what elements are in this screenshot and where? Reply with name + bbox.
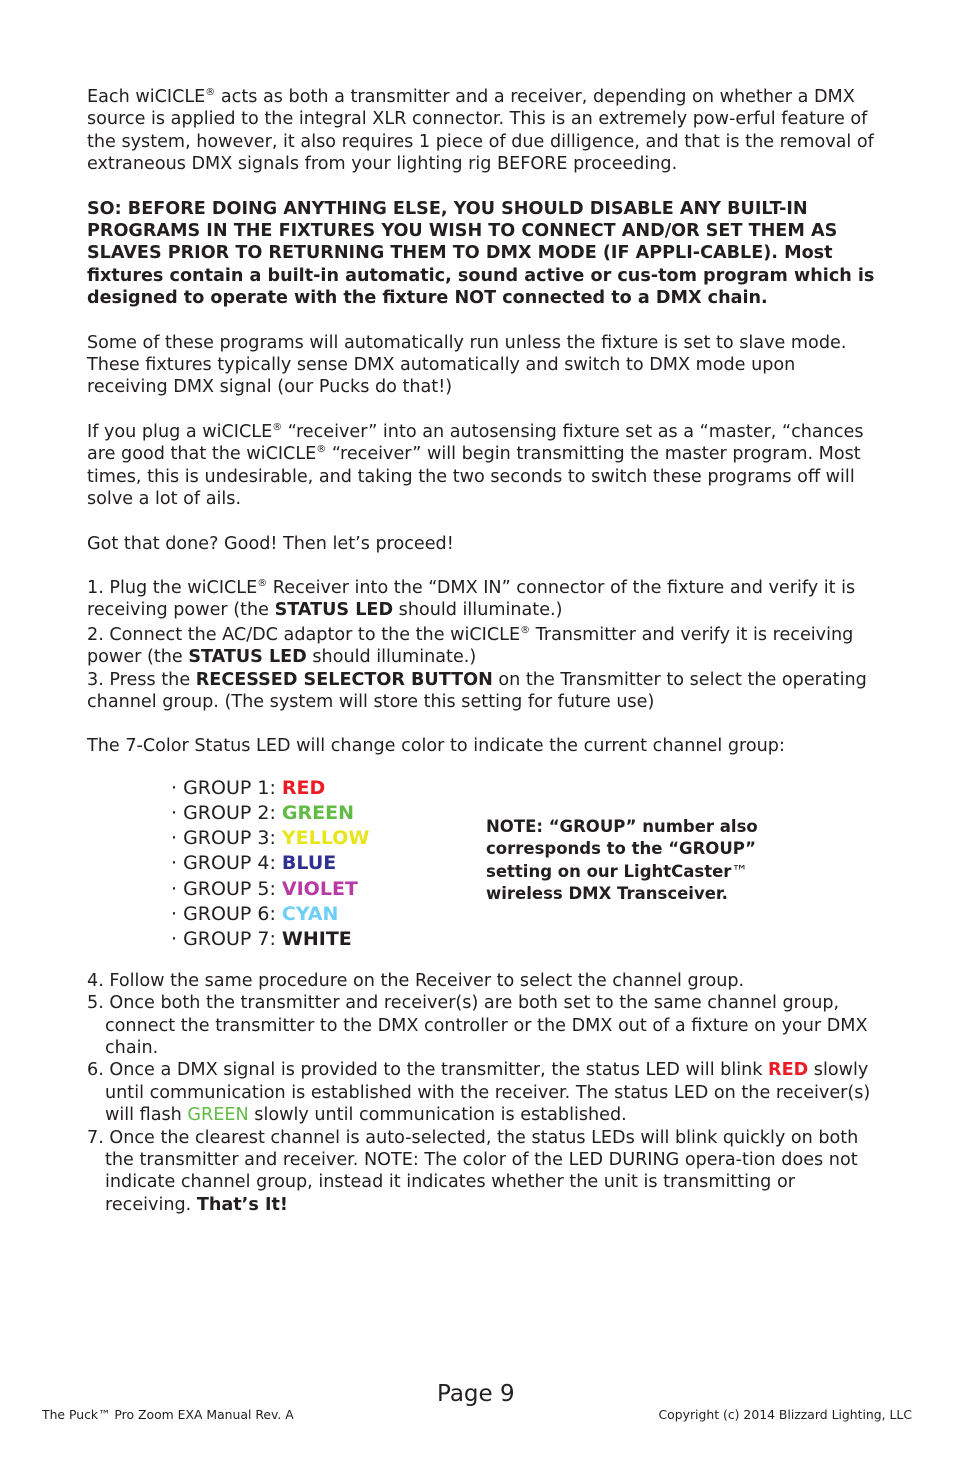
status-led-label: STATUS LED <box>274 600 394 621</box>
group-item: · GROUP 1: RED <box>171 776 326 799</box>
intro-paragraph: Each wiCICLE® acts as both a transmitter and a receiver, depending on whether a DMX source is applied to the integral XLR connector. This is an extremely pow-erful feature of the system, however, it also requires 1 piece of due dilligence, and that is the removal of extraneous DMX signals from your lighting rig BEFORE proceeding. <box>87 87 874 175</box>
steps-list <box>87 970 877 1216</box>
registered-mark: ® <box>272 422 283 434</box>
footer-copyright: Copyright (c) 2014 Blizzard Lighting, LLC <box>658 1407 912 1422</box>
group-item: · GROUP 5: VIOLET <box>171 877 358 900</box>
status-led-label: STATUS LED <box>188 647 307 668</box>
recessed-selector-button-label: RECESSED SELECTOR BUTTON <box>195 669 493 690</box>
plug-paragraph: If you plug a wiCICLE® “receiver” into an autosensing fixture set as a “master, “chances are good that the wiCICLE® “receiver” will begin transmitting the master program. Most times, this is undesirable, and taking the two seconds to switch these programs off will solve a lot of ails. <box>87 421 864 510</box>
group-section <box>87 776 877 954</box>
manual-page-body <box>87 86 877 1216</box>
registered-mark: ® <box>520 624 531 636</box>
step-6: 6. Once a DMX signal is provided to the transmitter, the status LED will blink RED slowly until communication is established with the receiver. The status LED on the receiver(s) will flash GREEN slowly until communication is established. <box>87 1060 871 1126</box>
green-label: GREEN <box>187 1105 249 1126</box>
group-note: NOTE: “GROUP” number also corresponds to the “GROUP” setting on our LightCaster™ wireless DMX Transceiver. <box>486 816 758 903</box>
page-number: Page 9 <box>437 1381 515 1407</box>
registered-mark: ® <box>316 444 327 456</box>
proceed-paragraph: Got that done? Good! Then let’s proceed! <box>87 533 454 554</box>
red-label: RED <box>768 1060 809 1081</box>
step-2: 2. Connect the AC/DC adaptor to the the wiCICLE® Transmitter and verify it is receiving power (the STATUS LED should illuminate.) <box>87 624 854 668</box>
registered-mark: ® <box>205 87 216 99</box>
warning-paragraph: SO: BEFORE DOING ANYTHING ELSE, YOU SHOULD DISABLE ANY BUILT-IN PROGRAMS IN THE FIXTURES YOU WISH TO CONNECT AND/OR SET THEM AS SLAVES PRIOR TO RETURNING THEM TO DMX MODE (IF APPLI-CABLE). Most fixtures contain a built-in automatic, sound active or cus-tom program which is designed to operate with the fixture NOT connected to a DMX chain. <box>87 198 875 309</box>
footer-manual-title: The Puck™ Pro Zoom EXA Manual Rev. A <box>42 1407 294 1422</box>
trademark-mark: ™ <box>731 861 748 881</box>
step-1: 1. Plug the wiCICLE® Receiver into the “DMX IN” connector of the fixture and verify it is receiving power (the STATUS LED should illuminate.) <box>87 577 856 621</box>
registered-mark: ® <box>257 578 268 590</box>
programs-paragraph: Some of these programs will automatically run unless the fixture is set to slave mode. These fixtures typically sense DMX automatically and switch to DMX mode upon receiving DMX signal (our Pucks do that!) <box>87 332 847 398</box>
group-color-value: CYAN <box>281 902 339 925</box>
group-color-value: BLUE <box>281 852 337 875</box>
step-7: 7. Once the clearest channel is auto-selected, the status LEDs will blink quickly on both the transmitter and receiver. NOTE: The color of the LED DURING opera-tion does not indicate channel group, instead it indicates whether the unit is transmitting or receiving. That’s It! <box>87 1127 859 1215</box>
step-3: 3. Press the RECESSED SELECTOR BUTTON on the Transmitter to select the operating channel group. (The system will store this setting for future use) <box>87 669 867 712</box>
step-4: 4. Follow the same procedure on the Receiver to select the channel group. <box>87 970 745 991</box>
group-color-list <box>171 776 369 952</box>
group-item: · GROUP 6: CYAN <box>171 902 339 925</box>
group-item: · GROUP 7: WHITE <box>171 927 352 950</box>
group-color-value: RED <box>281 776 326 799</box>
group-item: · GROUP 3: YELLOW <box>171 827 370 850</box>
thats-it-label: That’s It! <box>196 1194 288 1215</box>
step-5: 5. Once both the transmitter and receiver(s) are both set to the same channel group, connect the transmitter to the DMX controller or the DMX out of a fixture on your DMX chain. <box>87 993 868 1058</box>
group-item: · GROUP 2: GREEN <box>171 801 354 824</box>
led-paragraph: The 7-Color Status LED will change color to indicate the current channel group: <box>87 736 785 757</box>
group-color-value: GREEN <box>281 801 354 824</box>
group-color-value: VIOLET <box>281 877 358 900</box>
group-color-value: YELLOW <box>281 827 370 850</box>
group-color-value: WHITE <box>281 927 352 950</box>
group-item: · GROUP 4: BLUE <box>171 852 337 875</box>
